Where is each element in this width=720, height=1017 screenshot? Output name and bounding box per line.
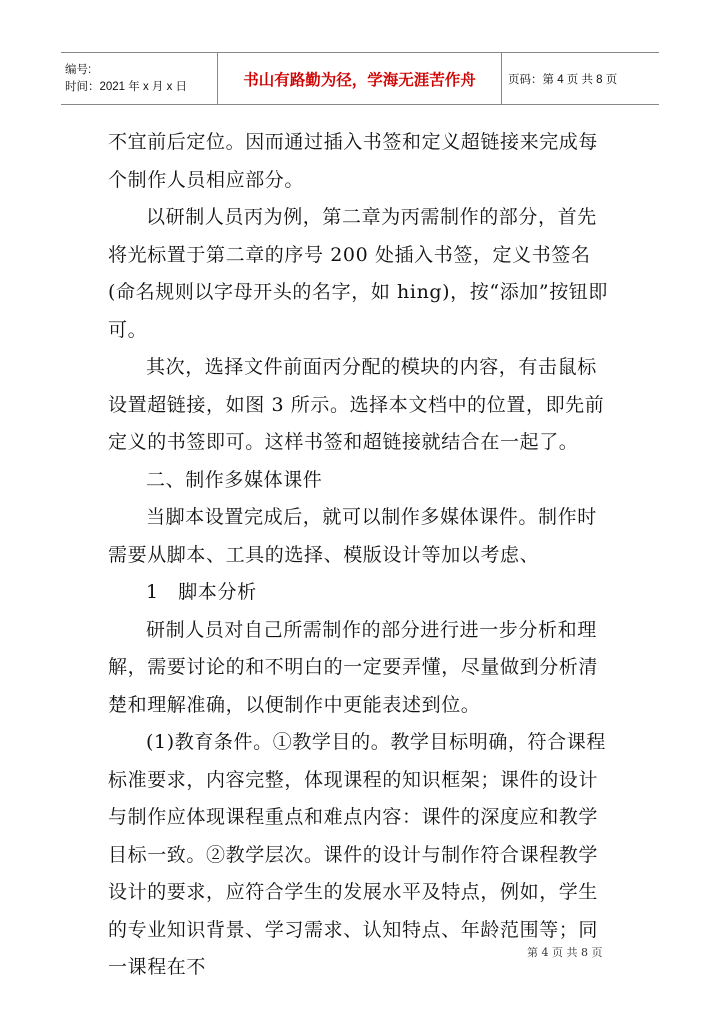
subsection-heading: 1 脚本分析 (146, 581, 257, 603)
page-footer: 第 4 页 共 8 页 (527, 946, 603, 959)
header-info (61, 53, 218, 104)
paragraph: 不宜前后定位。因而通过插入书签和定义超链接来完成每个制作人员相应部分。 (108, 131, 599, 191)
document-body (108, 124, 613, 987)
header-page-label: 页码：第 4 页 共 8 页 (508, 73, 618, 86)
paragraph: 当脚本设置完成后，就可以制作多媒体课件。制作时需要从脚本、工具的选择、模版设计等加以考虑、 (108, 506, 597, 566)
paragraph: 以研制人员丙为例，第二章为丙需制作的部分，首先将光标置于第二章的序号 200 处插入书签，定义书签名(命名规则以字母开头的名字，如 hing)，按“添加”按钮即可。 (108, 206, 609, 341)
number-label: 编号: (65, 63, 92, 76)
paragraph: 研制人员对自己所需制作的部分进行进一步分析和理解，需要讨论的和不明白的一定要弄懂，尽量做到分析清楚和理解准确，以便制作中更能表述到位。 (108, 618, 599, 716)
time-label: 时间：2021 年 x 月 x 日 (65, 80, 188, 93)
section-heading: 二、制作多媒体课件 (146, 468, 323, 491)
header-motto: 书山有路勤为径，学海无涯苦作舟 (218, 53, 502, 104)
paragraph: 其次，选择文件前面丙分配的模块的内容，有击鼠标设置超链接，如图 3 所示。选择本文档中的位置，即先前定义的书签即可。这样书签和超链接就结合在一起了。 (108, 356, 605, 453)
page-header (61, 52, 659, 105)
paragraph: (1)教育条件。①教学目的。教学目标明确，符合课程标准要求，内容完整，体现课程的知识框架；课件的设计与制作应体现课程重点和难点内容：课件的深度应和教学目标一致。②教学层次。课件的设计与制作符合课程教学设计的要求，应符合学生的发展水平及特点，例如，学生的专业知识背景、学习需求、认知特点、年龄范围等；同一课程在不 (108, 731, 606, 978)
